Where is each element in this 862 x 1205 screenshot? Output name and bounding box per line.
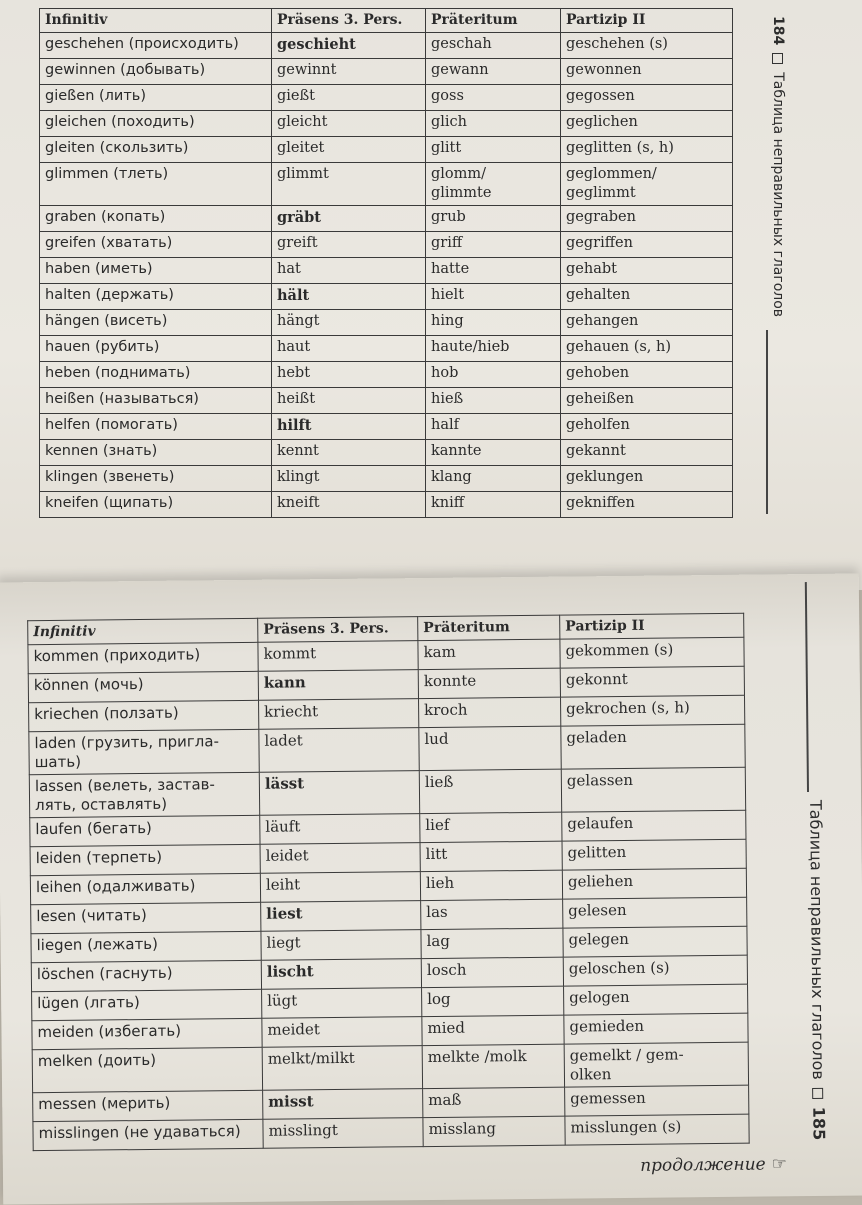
cell-prasens: hilft	[272, 414, 426, 440]
cell-infinitiv: können (мочь)	[28, 671, 258, 702]
cell-partizip: geklungen	[561, 466, 733, 492]
cell-prasens: liegt	[261, 930, 421, 961]
cell-infinitiv: heißen (называться)	[40, 388, 272, 414]
column-header-partizip: Partizip II	[561, 9, 733, 33]
cell-infinitiv: gießen (лить)	[40, 85, 272, 111]
cell-prateritum: kniff	[426, 492, 561, 518]
cell-prateritum: hielt	[426, 284, 561, 310]
running-title: Таблица неправильных глаголов	[806, 799, 829, 1080]
cell-infinitiv: misslingen (не удаваться)	[33, 1119, 263, 1150]
cell-prateritum: hieß	[426, 388, 561, 414]
cell-infinitiv: helfen (помогать)	[40, 414, 272, 440]
cell-infinitiv: glimmen (тлеть)	[40, 163, 272, 206]
cell-prasens: lässt	[259, 771, 419, 816]
cell-prasens: meidet	[262, 1017, 422, 1048]
column-header-infinitiv: Infinitiv	[28, 618, 258, 644]
cell-prasens: kneift	[272, 492, 426, 518]
pointing-hand-icon: ☞	[771, 1154, 788, 1175]
cell-partizip: gegossen	[561, 85, 733, 111]
cell-prasens: gewinnt	[272, 59, 426, 85]
cell-infinitiv: graben (копать)	[40, 206, 272, 232]
cell-partizip: geholfen	[561, 414, 733, 440]
cell-prasens: gräbt	[272, 206, 426, 232]
cell-prasens: hält	[272, 284, 426, 310]
cell-partizip: geschehen (s)	[561, 33, 733, 59]
cell-infinitiv: liegen (лежать)	[31, 931, 261, 962]
cell-prateritum: gewann	[426, 59, 561, 85]
cell-infinitiv: leiden (терпеть)	[30, 844, 260, 875]
cell-infinitiv: gewinnen (добывать)	[40, 59, 272, 85]
cell-partizip: gehauen (s, h)	[561, 336, 733, 362]
cell-partizip: gelegen	[563, 926, 747, 957]
cell-prasens: heißt	[272, 388, 426, 414]
cell-infinitiv: kennen (знать)	[40, 440, 272, 466]
table-row	[40, 336, 733, 362]
cell-partizip: geglommen/ geglimmt	[561, 163, 733, 206]
cell-partizip: gelassen	[561, 767, 745, 812]
cell-prateritum: lief	[420, 812, 562, 842]
cell-partizip: gelaufen	[562, 810, 746, 841]
cell-prasens: hebt	[272, 362, 426, 388]
column-header-prasens: Präsens 3. Pers.	[272, 9, 426, 33]
table-row	[32, 1042, 748, 1092]
cell-infinitiv: geschehen (происходить)	[40, 33, 272, 59]
cell-prateritum: maß	[423, 1087, 565, 1117]
cell-infinitiv: kriechen (ползать)	[29, 700, 259, 731]
cell-prateritum: glich	[426, 111, 561, 137]
cell-prateritum: glitt	[426, 137, 561, 163]
cell-prasens: misslingt	[263, 1118, 423, 1149]
cell-prasens: lischt	[261, 959, 421, 990]
table-row	[40, 466, 733, 492]
cell-prasens: leiht	[260, 872, 420, 903]
column-header-partizip: Partizip II	[560, 613, 744, 639]
cell-prateritum: hatte	[426, 258, 561, 284]
cell-prasens: klingt	[272, 466, 426, 492]
cell-prasens: kommt	[258, 641, 418, 672]
cell-partizip: gemessen	[565, 1085, 749, 1116]
cell-prateritum: lag	[421, 928, 563, 958]
cell-prateritum: glomm/ glimmte	[426, 163, 561, 206]
table-row	[40, 284, 733, 310]
running-title: Таблица неправильных глаголов	[770, 72, 786, 318]
cell-infinitiv: gleiten (скользить)	[40, 137, 272, 163]
cell-partizip: gekannt	[561, 440, 733, 466]
table-row	[40, 232, 733, 258]
column-header-prasens: Präsens 3. Pers.	[258, 617, 418, 643]
cell-infinitiv: heben (поднимать)	[40, 362, 272, 388]
cell-prateritum: kam	[418, 639, 560, 669]
cell-prateritum: klang	[426, 466, 561, 492]
square-marker-icon	[773, 53, 784, 64]
cell-prateritum: griff	[426, 232, 561, 258]
cell-infinitiv: messen (мерить)	[33, 1090, 263, 1121]
page-185	[0, 574, 862, 1205]
cell-partizip: gelogen	[564, 984, 748, 1015]
cell-prasens: kriecht	[259, 699, 419, 730]
cell-partizip: misslungen (s)	[565, 1114, 749, 1145]
cell-prasens: kennt	[272, 440, 426, 466]
cell-prasens: lügt	[262, 988, 422, 1019]
table-row	[40, 362, 733, 388]
cell-partizip: geheißen	[561, 388, 733, 414]
cell-partizip: gehoben	[561, 362, 733, 388]
cell-infinitiv: laufen (бегать)	[30, 815, 260, 846]
cell-partizip: geglitten (s, h)	[561, 137, 733, 163]
cell-prateritum: misslang	[423, 1116, 565, 1146]
cell-prateritum: kannte	[426, 440, 561, 466]
cell-prateritum: losch	[421, 957, 563, 987]
table-header-row	[40, 9, 733, 33]
cell-prateritum: half	[426, 414, 561, 440]
cell-infinitiv: löschen (гаснуть)	[31, 960, 261, 991]
cell-prasens: leidet	[260, 843, 420, 874]
page-184	[0, 0, 862, 590]
cell-prasens: greift	[272, 232, 426, 258]
cell-prateritum: lieh	[420, 870, 562, 900]
irregular-verbs-table-185	[27, 613, 750, 1151]
table-row	[33, 1114, 749, 1150]
cell-prasens: gleitet	[272, 137, 426, 163]
cell-infinitiv: halten (держать)	[40, 284, 272, 310]
table-row	[40, 59, 733, 85]
cell-partizip: geloschen (s)	[563, 955, 747, 986]
cell-prasens: läuft	[260, 814, 420, 845]
cell-partizip: gewonnen	[561, 59, 733, 85]
cell-infinitiv: lassen (велеть, застав- лять, оставлять)	[29, 772, 259, 817]
page-number: 185	[809, 1106, 829, 1141]
cell-partizip: gemelkt / gem- olken	[564, 1042, 748, 1087]
continued-note	[640, 1154, 787, 1176]
cell-partizip: gekniffen	[561, 492, 733, 518]
table-row	[40, 111, 733, 137]
cell-prateritum: geschah	[426, 33, 561, 59]
table-row	[40, 388, 733, 414]
table-row	[40, 310, 733, 336]
table-row	[40, 414, 733, 440]
cell-prateritum: kroch	[419, 697, 561, 727]
cell-partizip: gegraben	[561, 206, 733, 232]
table-row	[40, 206, 733, 232]
cell-infinitiv: hauen (рубить)	[40, 336, 272, 362]
table-body	[28, 637, 749, 1150]
cell-prasens: hängt	[272, 310, 426, 336]
table-row	[40, 33, 733, 59]
irregular-verbs-table-184	[39, 8, 733, 518]
cell-prateritum: log	[422, 986, 564, 1016]
cell-partizip: gehangen	[561, 310, 733, 336]
cell-infinitiv: leihen (одалживать)	[30, 873, 260, 904]
running-header-185	[806, 800, 829, 1140]
cell-prasens: melkt/milkt	[262, 1046, 422, 1091]
margin-rule	[766, 330, 768, 514]
cell-prateritum: las	[421, 899, 563, 929]
cell-partizip: gelesen	[563, 897, 747, 928]
cell-prateritum: lud	[419, 726, 561, 770]
cell-partizip: gegriffen	[561, 232, 733, 258]
cell-partizip: gemieden	[564, 1013, 748, 1044]
cell-partizip: gehabt	[561, 258, 733, 284]
cell-partizip: gelitten	[562, 839, 746, 870]
cell-prasens: hat	[272, 258, 426, 284]
cell-prasens: gleicht	[272, 111, 426, 137]
cell-infinitiv: kommen (приходить)	[28, 642, 258, 673]
cell-partizip: gekommen (s)	[560, 637, 744, 668]
cell-prasens: misst	[263, 1089, 423, 1120]
table-body	[40, 33, 733, 518]
column-header-prateritum: Präteritum	[418, 615, 560, 640]
cell-infinitiv: laden (грузить, пригла- шать)	[29, 729, 259, 774]
table-row	[40, 492, 733, 518]
table-row	[40, 163, 733, 206]
cell-infinitiv: lügen (лгать)	[32, 989, 262, 1020]
cell-infinitiv: greifen (хватать)	[40, 232, 272, 258]
cell-partizip: geliehen	[562, 868, 746, 899]
cell-prasens: liest	[261, 901, 421, 932]
table-row	[40, 137, 733, 163]
cell-partizip: gekonnt	[560, 666, 744, 697]
cell-prateritum: litt	[420, 841, 562, 871]
cell-infinitiv: kneifen (щипать)	[40, 492, 272, 518]
table-row	[29, 724, 745, 774]
cell-prateritum: goss	[426, 85, 561, 111]
cell-prateritum: grub	[426, 206, 561, 232]
cell-prasens: glimmt	[272, 163, 426, 206]
cell-prateritum: ließ	[419, 769, 561, 813]
cell-prasens: gießt	[272, 85, 426, 111]
cell-prateritum: haute/hieb	[426, 336, 561, 362]
page-number: 184	[770, 16, 786, 46]
cell-prateritum: mied	[422, 1015, 564, 1045]
cell-infinitiv: hängen (висеть)	[40, 310, 272, 336]
cell-prasens: geschieht	[272, 33, 426, 59]
cell-partizip: gehalten	[561, 284, 733, 310]
table-row	[29, 767, 745, 817]
cell-partizip: geladen	[561, 724, 745, 769]
column-header-infinitiv: Infinitiv	[40, 9, 272, 33]
cell-prasens: ladet	[259, 728, 419, 773]
cell-prateritum: hing	[426, 310, 561, 336]
cell-partizip: gekrochen (s, h)	[560, 695, 744, 726]
column-header-prateritum: Präteritum	[426, 9, 561, 33]
margin-rule	[805, 582, 809, 792]
continued-label: продолжение	[640, 1154, 766, 1176]
table-row	[40, 85, 733, 111]
table-row	[40, 440, 733, 466]
cell-infinitiv: meiden (избегать)	[32, 1018, 262, 1049]
cell-infinitiv: haben (иметь)	[40, 258, 272, 284]
cell-prateritum: melkte /molk	[422, 1044, 564, 1088]
cell-prateritum: konnte	[418, 668, 560, 698]
cell-prateritum: hob	[426, 362, 561, 388]
running-header-184	[770, 16, 786, 317]
cell-partizip: geglichen	[561, 111, 733, 137]
square-marker-icon	[812, 1088, 823, 1099]
cell-infinitiv: lesen (читать)	[31, 902, 261, 933]
cell-infinitiv: gleichen (походить)	[40, 111, 272, 137]
cell-prasens: haut	[272, 336, 426, 362]
cell-infinitiv: melken (доить)	[32, 1047, 262, 1092]
cell-infinitiv: klingen (звенеть)	[40, 466, 272, 492]
table-row	[40, 258, 733, 284]
cell-prasens: kann	[258, 670, 418, 701]
